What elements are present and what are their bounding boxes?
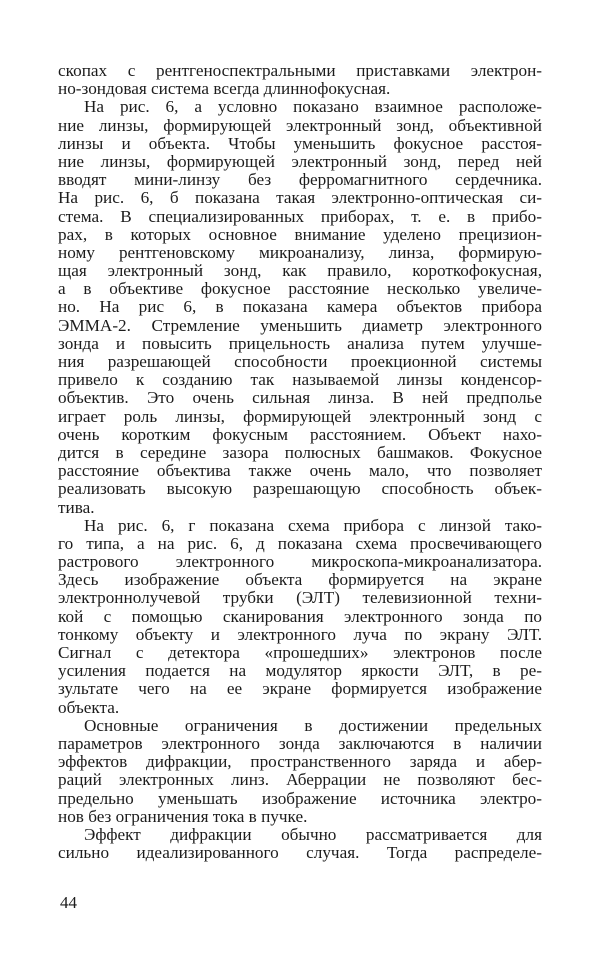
text-line: электроннолучевой трубки (ЭЛТ) телевизионной техни-	[58, 589, 542, 608]
text-line: объектив. Это очень сильная линза. В ней предполье	[58, 389, 542, 408]
text-line: очень коротким фокусным расстоянием. Объект нахо-	[58, 425, 542, 444]
text-line: щая электронный зонд, как правило, короткофокусная,	[58, 262, 542, 281]
text-line: зультате чего на ее экране формируется изображение	[58, 680, 542, 699]
text-line: зонда и повысить прицельность анализа путем улучше-	[58, 334, 542, 353]
text-line: раций электронных линз. Аберрации не позволяют бес-	[58, 771, 542, 790]
text-line: На рис. 6, а условно показано взаимное расположе-	[84, 98, 542, 117]
text-line: стема. В специализированных приборах, т. е. в прибо-	[58, 207, 542, 226]
text-line: предельно уменьшать изображение источника электро-	[58, 789, 542, 808]
text-line: скопах с рентгеноспектральными приставками электрон-	[58, 62, 542, 80]
text-line: дится в середине зазора полюсных башмаков. Фокусное	[58, 443, 542, 462]
text-line: объекта.	[58, 698, 120, 717]
paragraph	[58, 717, 542, 826]
text-line: ние линзы, формирующей электронный зонд, перед ней	[58, 152, 542, 171]
text-line: нов без ограничения тока в пучке.	[58, 807, 308, 826]
text-line: тива.	[58, 498, 95, 517]
text-line: сильно идеализированного случая. Тогда распределе-	[58, 844, 542, 863]
text-line: Сигнал с детектора «прошедших» электронов после	[58, 644, 542, 662]
text-line: Эффект дифракции обычно рассматривается для	[84, 825, 542, 844]
paragraph	[58, 98, 542, 516]
text-line: ния разрешающей способности проекционной системы	[58, 353, 542, 371]
paragraph	[58, 826, 542, 862]
text-line: играет роль линзы, формирующей электронный зонд с	[58, 407, 542, 426]
text-line: растрового электронного микроскопа-микроанализатора.	[58, 553, 542, 572]
text-line: тонкому объекту и электронного луча по экрану ЭЛТ.	[58, 625, 542, 644]
text-line: рах, в которых основное внимание уделено прецизион-	[58, 225, 542, 244]
text-line: параметров электронного зонда заключаются в наличии	[58, 734, 542, 753]
text-line: ние линзы, формирующей электронный зонд, объективной	[58, 116, 542, 135]
text-line: ЭММА-2. Стремление уменьшить диаметр электронного	[58, 316, 542, 335]
text-line: вводят мини-линзу без ферромагнитного сердечника.	[58, 171, 542, 190]
text-line: Здесь изображение объекта формируется на экране	[58, 571, 542, 590]
text-line: кой с помощью сканирования электронного зонда по	[58, 607, 542, 626]
paragraph	[58, 517, 542, 717]
text-line: но. На рис 6, в показана камера объектов прибора	[58, 298, 542, 317]
text-line: усиления подается на модулятор яркости ЭЛТ, в ре-	[58, 662, 542, 681]
text-line: реализовать высокую разрешающую способность объек-	[58, 480, 542, 499]
text-line: эффектов дифракции, пространственного заряда и абер-	[58, 753, 542, 772]
text-line: На рис. 6, г показана схема прибора с линзой тако-	[84, 516, 542, 535]
text-line: линзы и объекта. Чтобы уменьшить фокусное расстоя-	[58, 134, 542, 153]
text-line: ному рентгеновскому микроанализу, линза, формирую-	[58, 243, 542, 262]
paragraph	[58, 62, 542, 98]
text-line: На рис. 6, б показана такая электронно-оптическая си-	[58, 189, 542, 208]
text-line: а в объективе фокусное расстояние несколько увеличе-	[58, 280, 542, 299]
text-line: привело к созданию так называемой линзы конденсор-	[58, 371, 542, 390]
page-body-text	[58, 62, 542, 862]
text-line: расстояние объектива также очень мало, что позволяет	[58, 462, 542, 481]
text-line: но-зондовая система всегда длиннофокусная.	[58, 80, 391, 99]
text-line: Основные ограничения в достижении предельных	[84, 716, 542, 735]
page-number: 44	[60, 893, 77, 912]
text-line: го типа, а на рис. 6, д показана схема просвечивающего	[58, 534, 542, 553]
